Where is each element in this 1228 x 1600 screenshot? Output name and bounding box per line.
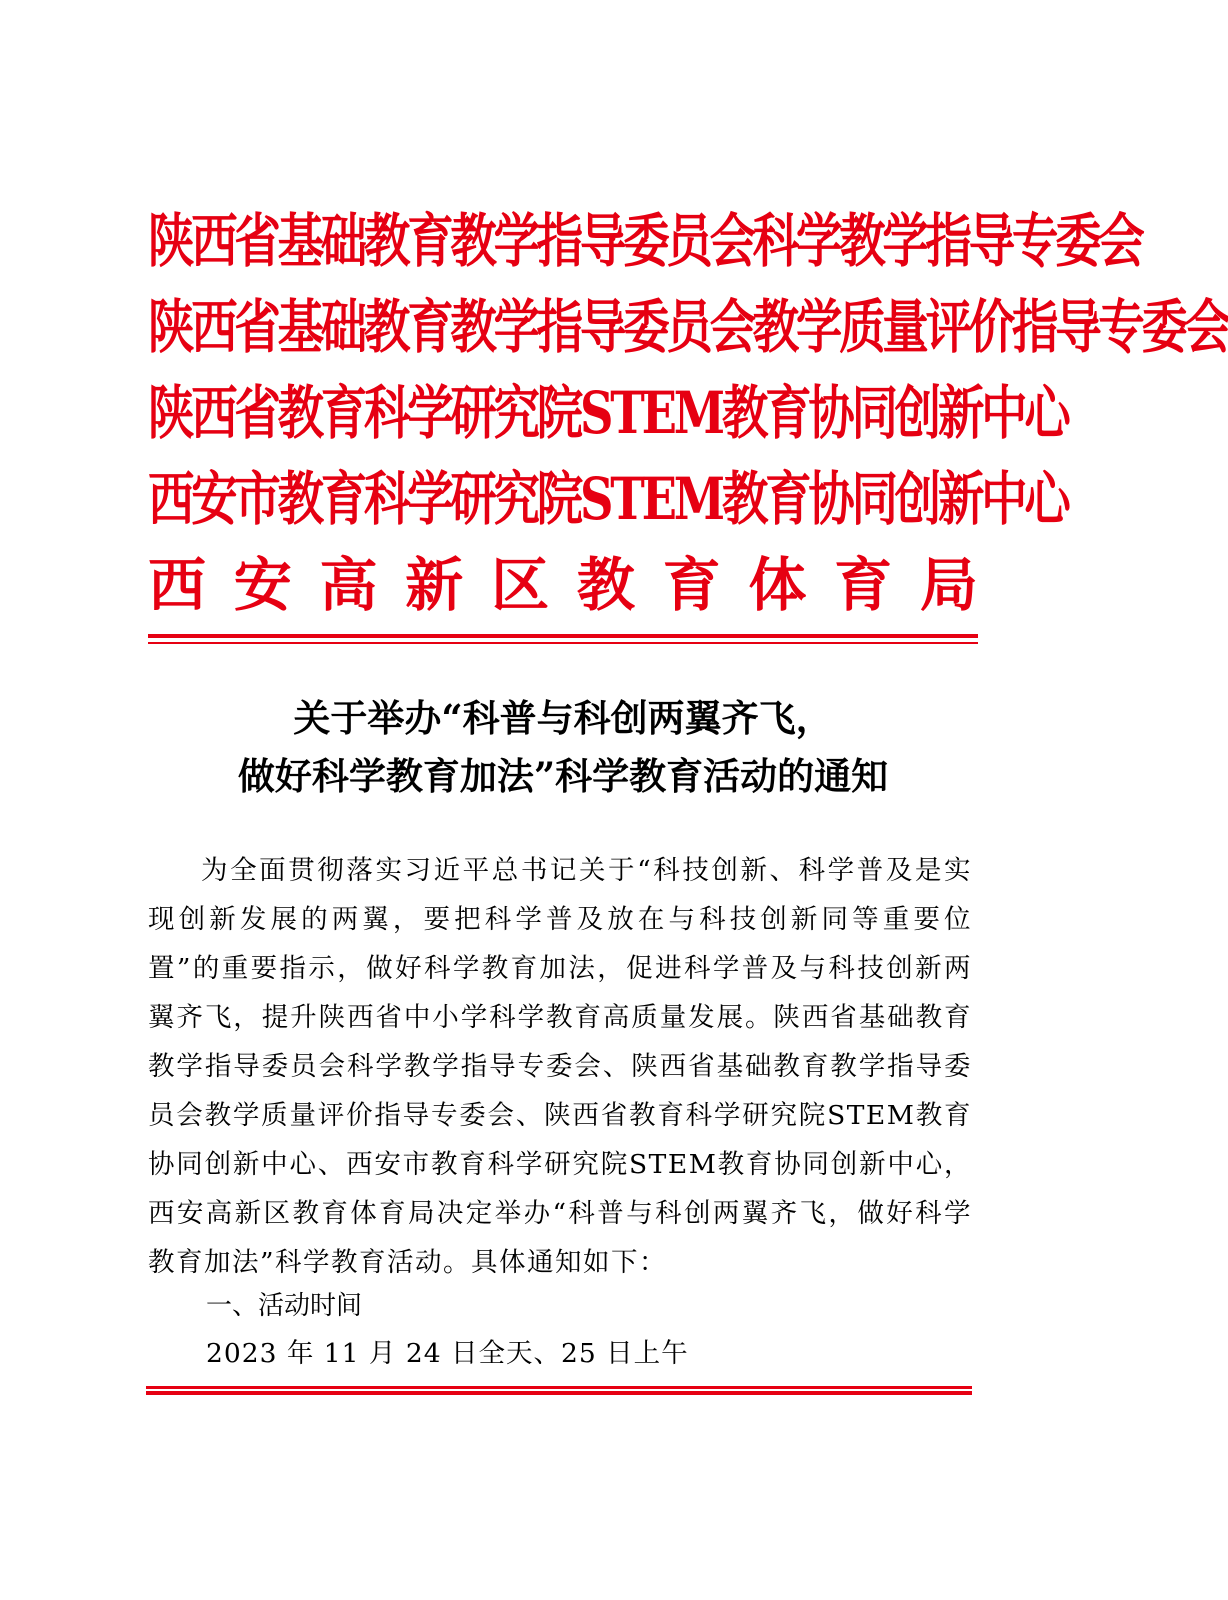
issuer-char: 安: [233, 551, 292, 619]
issuer-header: [148, 198, 1228, 628]
issuer-char: 新: [405, 551, 464, 619]
activity-time-value: 2023 年 11 月 24 日全天、25 日上午: [206, 1338, 689, 1369]
footer-divider-thick: [146, 1391, 972, 1395]
header-divider-thick: [148, 634, 978, 638]
issuer-char: 育: [662, 551, 721, 619]
document-title-line-1: 关于举办“科普与科创两翼齐飞，: [293, 696, 833, 740]
document-title-line-2: 做好科学教育加法”科学教育活动的通知: [237, 754, 889, 798]
issuer-char: 西: [148, 551, 207, 619]
issuer-char: 体: [748, 551, 807, 619]
issuer-char: 局: [919, 551, 978, 619]
issuer-line-2: 陕西省基础教育教学指导委员会教学质量评价指导专委会: [148, 293, 1228, 361]
footer-divider-thin: [146, 1386, 972, 1389]
issuer-line-3: 陕西省教育科学研究院STEM教育协同创新中心: [148, 379, 1068, 447]
header-divider-thin: [148, 642, 978, 644]
issuer-char: 高: [319, 551, 378, 619]
section-heading: 一、活动时间: [206, 1291, 363, 1321]
issuer-line-4: 西安市教育科学研究院STEM教育协同创新中心: [148, 465, 1068, 533]
issuer-char: 区: [491, 551, 550, 619]
issuer-line-1: 陕西省基础教育教学指导委员会科学教学指导专委会: [148, 207, 1142, 275]
issuer-char: 育: [834, 551, 893, 619]
body-paragraph: 为全面贯彻落实习近平总书记关于“科技创新、科学普及是实现创新发展的两翼，要把科学普及放在与科技创新同等重要位置”的重要指示，做好科学教育加法，促进科学普及与科技创新两翼齐飞，提升陕西省中小学科学教育高质量发展。陕西省基础教育教学指导委员会科学教学指导专委会、陕西省基础教育教学指导委员会教学质量评价指导专委会、陕西省教育科学研究院STEM教育协同创新中心、西安市教育科学研究院STEM教育协同创新中心，西安高新区教育体育局决定举办“科普与科创两翼齐飞，做好科学教育加法”科学教育活动。具体通知如下：: [148, 855, 972, 1278]
issuer-char: 教: [576, 551, 635, 619]
issuer-line-5: [148, 542, 978, 628]
